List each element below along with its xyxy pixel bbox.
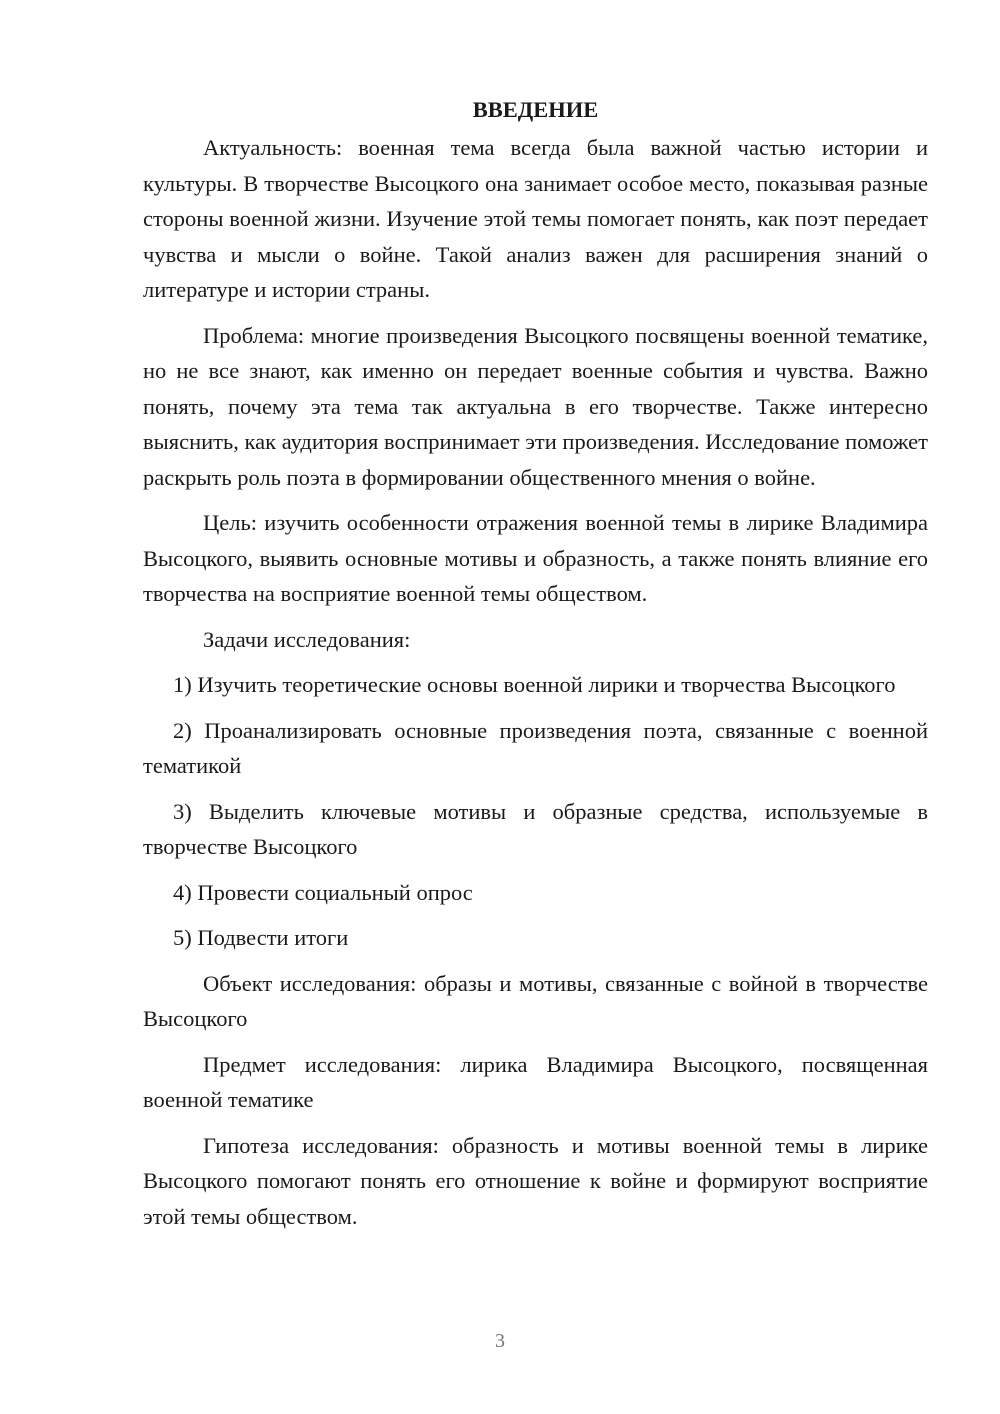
task-item-1: 1) Изучить теоретические основы военной лирики и творчества Высоцкого — [173, 672, 896, 697]
task-item-5: 5) Подвести итоги — [173, 925, 349, 950]
task-item-4: 4) Провести социальный опрос — [173, 879, 473, 905]
paragraph-hypothesis: Гипотеза исследования: образность и мотивы военной темы в лирике Высоцкого помогают понять его отношение к войне и формируют восприятие этой темы обществом. — [143, 1132, 928, 1229]
page-number: 3 — [495, 1330, 505, 1352]
paragraph-problem: Проблема: многие произведения Высоцкого посвящены военной тематике, но не все знают, как именно он передает военные события и чувства. Важно понять, почему эта тема так актуальна в его творчестве. Также интересно выяснить, как аудитория воспринимает эти произведения. Исследование поможет раскрыть роль поэта в формировании общественного мнения о войне. — [143, 322, 928, 490]
paragraph-relevance: Актуальность: военная тема всегда была важной частью истории и культуры. В творчестве Высоцкого она занимает особое место, показывая разные стороны военной жизни. Изучение этой темы помогает понять, как поэт передает чувства и мысли о войне. Такой анализ важен для расширения знаний о литературе и истории страны. — [143, 135, 928, 302]
task-item-3: 3) Выделить ключевые мотивы и образные средства, используемые в творчестве Высоцкого — [143, 798, 928, 859]
task-item-2: 2) Проанализировать основные произведения поэта, связанные с военной тематикой — [143, 717, 928, 778]
paragraph-goal: Цель: изучить особенности отражения военной темы в лирике Владимира Высоцкого, выявить основные мотивы и образность, а также понять влияние его творчества на восприятие военной темы обществом. — [143, 510, 928, 606]
section-title: ВВЕДЕНИЕ — [472, 97, 599, 122]
paragraph-subject: Предмет исследования: лирика Владимира Высоцкого, посвященная военной тематике — [143, 1051, 928, 1112]
paragraph-object: Объект исследования: образы и мотивы, связанные с войной в творчестве Высоцкого — [143, 970, 928, 1031]
paragraph-tasks-heading: Задачи исследования: — [203, 626, 411, 652]
document-page — [143, 92, 928, 1244]
